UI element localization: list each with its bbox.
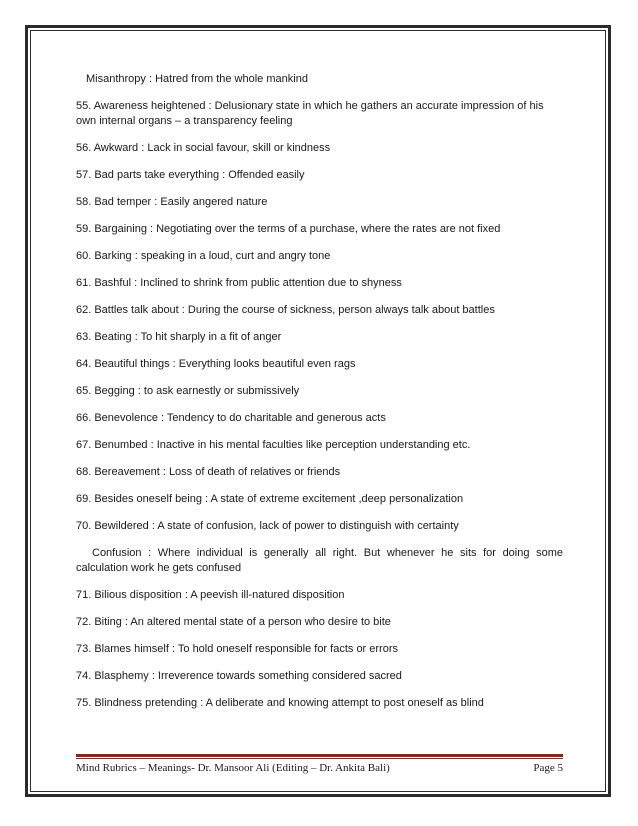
- footer-divider: [76, 754, 563, 759]
- entry-65: 65. Begging : to ask earnestly or submissively: [76, 385, 300, 397]
- entry-misanthropy: Misanthropy : Hatred from the whole mankind: [86, 73, 308, 85]
- footer-divider-thin: [76, 758, 563, 759]
- entry-70: 70. Bewildered : A state of confusion, lack of power to distinguish with certainty: [76, 520, 459, 532]
- entry-60: 60. Barking : speaking in a loud, curt and angry tone: [76, 250, 331, 262]
- entry-55: 55. Awareness heightened : Delusionary state in which he gathers an accurate impression of his own internal organs – a transparency feeling: [76, 100, 544, 127]
- entry-57: 57. Bad parts take everything : Offended easily: [76, 169, 305, 181]
- footer-divider-thick: [76, 754, 563, 757]
- page-content: [76, 72, 563, 723]
- entry-confusion: Confusion : Where individual is generally all right. But whenever he sits for doing some calculation work he gets confused: [76, 547, 563, 574]
- page-number: Page 5: [533, 762, 563, 774]
- entry-74: 74. Blasphemy : Irreverence towards something considered sacred: [76, 670, 402, 682]
- entry-64: 64. Beautiful things : Everything looks beautiful even rags: [76, 358, 356, 370]
- entry-68: 68. Bereavement : Loss of death of relatives or friends: [76, 466, 341, 478]
- page-footer: [76, 760, 563, 776]
- entry-71: 71. Bilious disposition : A peevish ill-natured disposition: [76, 589, 345, 601]
- entry-75: 75. Blindness pretending : A deliberate and knowing attempt to post oneself as blind: [76, 697, 484, 709]
- entry-58: 58. Bad temper : Easily angered nature: [76, 196, 268, 208]
- entry-59: 59. Bargaining : Negotiating over the terms of a purchase, where the rates are not fixed: [76, 223, 501, 235]
- entry-67: 67. Benumbed : Inactive in his mental faculties like perception understanding etc.: [76, 439, 471, 451]
- footer-title: Mind Rubrics – Meanings- Dr. Mansoor Ali (Editing – Dr. Ankita Bali): [76, 762, 390, 774]
- entry-72: 72. Biting : An altered mental state of a person who desire to bite: [76, 616, 391, 628]
- entry-63: 63. Beating : To hit sharply in a fit of anger: [76, 331, 282, 343]
- entry-61: 61. Bashful : Inclined to shrink from public attention due to shyness: [76, 277, 402, 289]
- entry-69: 69. Besides oneself being : A state of extreme excitement ,deep personalization: [76, 493, 464, 505]
- entry-56: 56. Awkward : Lack in social favour, skill or kindness: [76, 142, 331, 154]
- entry-73: 73. Blames himself : To hold oneself responsible for facts or errors: [76, 643, 399, 655]
- entry-62: 62. Battles talk about : During the course of sickness, person always talk about battles: [76, 304, 495, 316]
- entry-66: 66. Benevolence : Tendency to do charitable and generous acts: [76, 412, 386, 424]
